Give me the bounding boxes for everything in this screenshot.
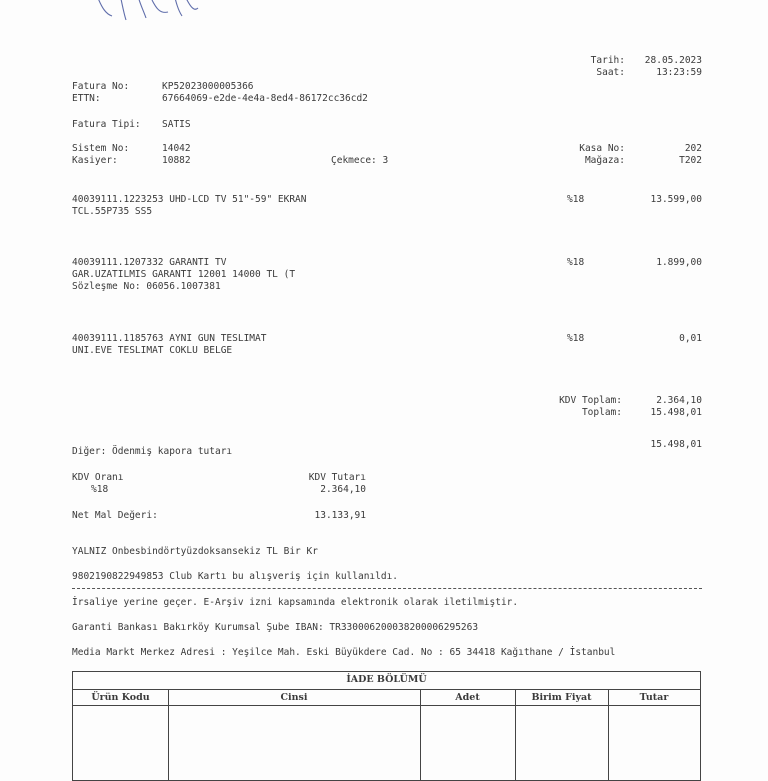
vat-amount-header: KDV Tutarı: [308, 472, 366, 483]
date-label: Tarih:: [590, 55, 625, 66]
item-amount: 13.599,00: [650, 194, 702, 205]
net-value-label: Net Mal Değeri:: [72, 510, 158, 521]
dashed-divider: [72, 588, 702, 589]
net-value: 13.133,91: [314, 510, 366, 521]
store-value: T202: [679, 155, 702, 166]
paid-amount: 15.498,01: [650, 439, 702, 450]
item-vat: %18: [567, 333, 585, 344]
item-vat: %18: [567, 257, 585, 268]
vat-rate-value: %18: [91, 484, 109, 495]
item-line1: 40039111.1185763 AYNI GUN TESLIMAT: [72, 333, 267, 344]
store-label: Mağaza:: [584, 155, 625, 166]
system-no: 14042: [162, 143, 191, 154]
invoice-no: KP52023000005366: [162, 81, 254, 92]
register-no-label: Kasa No:: [579, 143, 625, 154]
column-header-quantity: Adet: [455, 692, 480, 703]
item-line2: UNI.EVE TESLIMAT COKLU BELGE: [72, 345, 233, 356]
club-card-note: 9802190822949853 Club Kartı bu alışveriş için kullanıldı.: [72, 571, 399, 582]
column-header-unit-price: Birim Fiyat: [531, 692, 592, 703]
invoice-type: SATIS: [162, 119, 191, 130]
system-no-label: Sistem No:: [72, 143, 130, 154]
column-header-total: Tutar: [639, 692, 669, 703]
item-amount: 0,01: [679, 333, 702, 344]
item-line2: GAR.UZATILMIS GARANTI 12001 14000 TL (T: [72, 269, 296, 280]
vat-rate-header: KDV Oranı: [72, 472, 124, 483]
ettn-label: ETTN:: [72, 93, 101, 104]
other-payment-label: Diğer: Ödenmiş kapora tutarı: [72, 446, 233, 457]
bank-iban: Garanti Bankası Bakırköy Kurumsal Şube IBAN: TR330006200038200006295263: [72, 622, 479, 633]
item-line1: 40039111.1223253 UHD-LCD TV 51"-59" EKRAN: [72, 194, 307, 205]
invoice-type-label: Fatura Tipi:: [72, 119, 141, 130]
item-line1: 40039111.1207332 GARANTI TV: [72, 257, 227, 268]
invoice-no-label: Fatura No:: [72, 81, 130, 92]
amount-in-words: YALNIZ Onbesbindörtyüzdoksansekiz TL Bir Kr: [72, 546, 318, 557]
cashier-value: 10882: [162, 155, 191, 166]
register-no: 202: [684, 143, 702, 154]
vat-total-label: KDV Toplam:: [559, 395, 622, 406]
item-line3: Sözleşme No: 06056.1007381: [72, 281, 221, 292]
return-section-title: İADE BÖLÜMÜ: [346, 674, 427, 685]
item-line2: TCL.55P735 SS5: [72, 206, 153, 217]
item-vat: %18: [567, 194, 585, 205]
total-value: 15.498,01: [650, 407, 702, 418]
column-header-product-code: Ürün Kodu: [91, 692, 150, 703]
time-label: Saat:: [596, 67, 625, 78]
column-header-type: Cinsi: [280, 692, 308, 703]
drawer-value: Çekmece: 3: [331, 155, 389, 166]
signature-scribble: [90, 0, 240, 28]
return-section: [72, 671, 701, 781]
store-address: Media Markt Merkez Adresi : Yeşilce Mah. Eski Büyükdere Cad. No : 65 34418 Kağıthane / İstanbul: [72, 647, 616, 658]
time-value: 13:23:59: [656, 67, 702, 78]
vat-amount-value: 2.364,10: [320, 484, 366, 495]
earchive-note: İrsaliye yerine geçer. E-Arşiv izni kapsamında elektronik olarak iletilmiştir.: [72, 597, 519, 608]
date-value: 28.05.2023: [644, 55, 702, 66]
vat-total: 2.364,10: [656, 395, 702, 406]
ettn-value: 67664069-e2de-4e4a-8ed4-86172cc36cd2: [162, 93, 368, 104]
item-amount: 1.899,00: [656, 257, 702, 268]
cashier-label: Kasiyer:: [72, 155, 118, 166]
total-label: Toplam:: [581, 407, 622, 418]
